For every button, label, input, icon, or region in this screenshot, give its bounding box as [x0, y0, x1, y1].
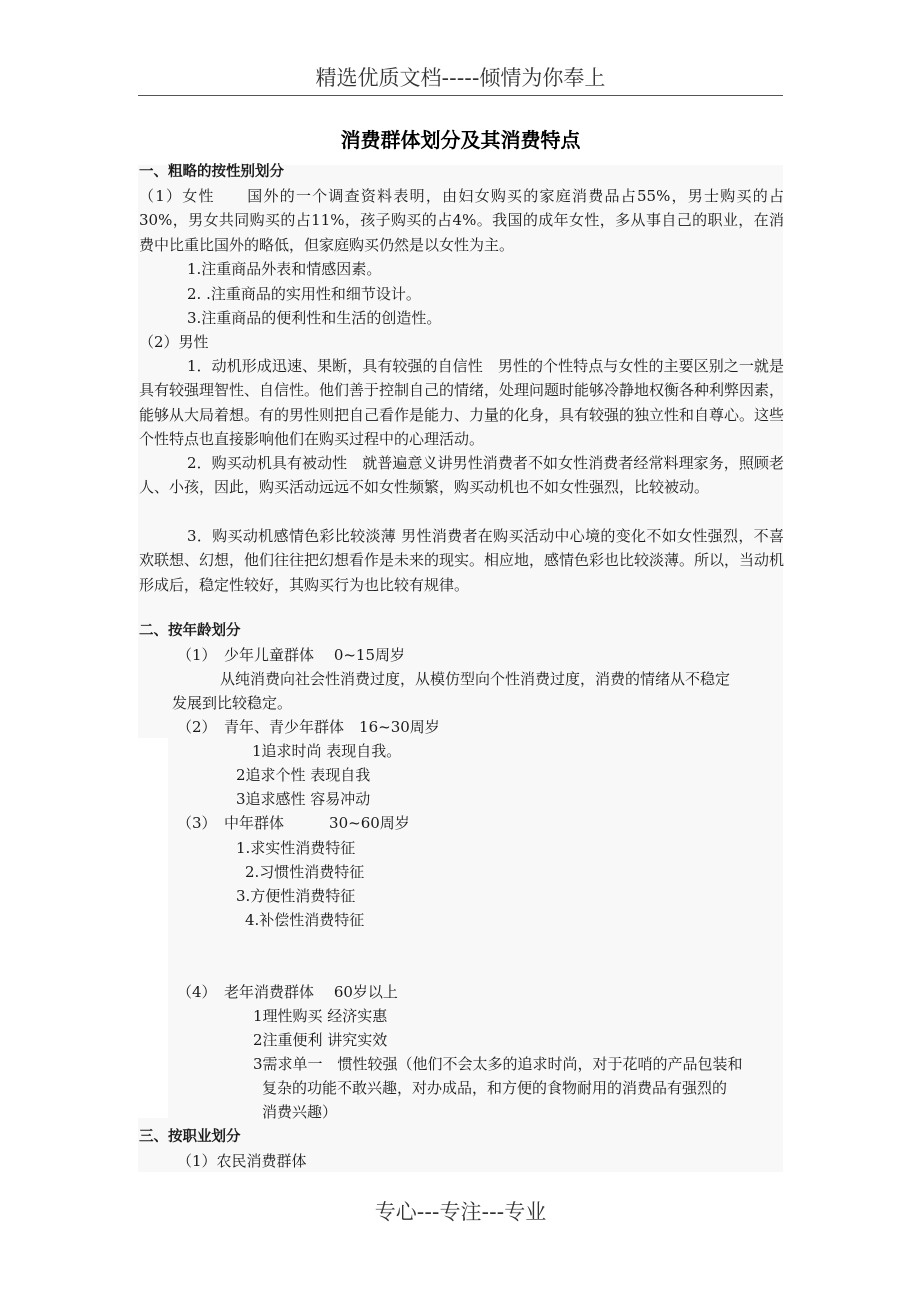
children-description-line-1: 从纯消费向社会性消费过度，从模仿型向个性消费过度，消费的情绪从不稳定	[220, 670, 731, 688]
male-label: （2）男性	[139, 333, 209, 351]
section-heading-age: 二、按年龄划分	[139, 623, 241, 639]
age-group-children: （1） 少年儿童群体 0~15周岁	[177, 646, 406, 664]
age-group-elderly: （4） 老年消费群体 60岁以上	[177, 983, 398, 1001]
elderly-trait-3-line-1: 3需求单一 惯性较强（他们不会太多的追求时尚，对于花哨的产品包装和	[253, 1055, 743, 1073]
age-group-youth: （2） 青年、青少年群体 16~30周岁	[177, 718, 440, 736]
elderly-trait-3-line-3: 消费兴趣）	[262, 1103, 338, 1121]
middle-trait-2: 2.习惯性消费特征	[245, 863, 365, 881]
elderly-trait-3-line-2: 复杂的功能不敢兴趣，对办成品，和方便的食物耐用的消费品有强烈的	[262, 1079, 728, 1097]
male-trait-paragraph-3: 3．购买动机感情色彩比较淡薄 男性消费者在购买活动中心境的变化不如女性强烈，不喜欢联想、幻想，他们往往把幻想看作是未来的现实。相应地，感情色彩也比较淡薄。所以，当动机形成后，稳定性较好，其购买行为也比较有规律。	[139, 527, 785, 594]
elderly-trait-1: 1理性购买 经济实惠	[253, 1007, 388, 1025]
page-header: 精选优质文档-----倾情为你奉上	[315, 66, 606, 90]
header-divider	[138, 95, 783, 96]
female-intro-paragraph: （1）女性 国外的一个调查资料表明，由妇女购买的家庭消费品占55%，男士购买的占30%，男女共同购买的占11%，孩子购买的占4%。我国的成年女性，多从事自己的职业，在消费中比重比国外的略低，但家庭购买仍然是以女性为主。	[139, 187, 784, 254]
content-background-gap	[138, 738, 168, 1118]
youth-trait-2: 2追求个性 表现自我	[236, 766, 371, 784]
middle-trait-1: 1.求实性消费特征	[236, 839, 356, 857]
children-description-line-2: 发展到比较稳定。	[172, 694, 293, 712]
female-trait-3: 3.注重商品的便利性和生活的创造性。	[187, 309, 442, 327]
middle-trait-3: 3.方便性消费特征	[236, 887, 356, 905]
male-trait-paragraph-2: 2．购买动机具有被动性 就普遍意义讲男性消费者不如女性消费者经常料理家务，照顾老人、小孩，因此，购买活动远远不如女性频繁，购买动机也不如女性强烈，比较被动。	[139, 454, 784, 497]
elderly-trait-2: 2注重便利 讲究实效	[253, 1031, 388, 1049]
document-title: 消费群体划分及其消费特点	[340, 128, 581, 152]
female-trait-2: 2. .注重商品的实用性和细节设计。	[187, 285, 421, 303]
youth-trait-3: 3追求感性 容易冲动	[236, 790, 371, 808]
youth-trait-1: 1追求时尚 表现自我。	[252, 742, 402, 760]
female-trait-1: 1.注重商品外表和情感因素。	[187, 260, 382, 278]
section-heading-occupation: 三、按职业划分	[139, 1129, 241, 1145]
page-footer: 专心---专注---专业	[374, 1200, 547, 1224]
occupation-group-farmers: （1）农民消费群体	[177, 1152, 307, 1170]
section-heading-gender: 一、粗略的按性别划分	[139, 164, 284, 180]
male-trait-paragraph-1: 1．动机形成迅速、果断，具有较强的自信性 男性的个性特点与女性的主要区别之一就是具有较强理智性、自信性。他们善于控制自己的情绪，处理问题时能够冷静地权衡各种利弊因素，能够从大局着想。有的男性则把自己看作是能力、力量的化身，具有较强的独立性和自尊心。这些个性特点也直接影响他们在购买过程中的心理活动。	[139, 357, 785, 448]
middle-trait-4: 4.补偿性消费特征	[245, 911, 365, 929]
age-group-middle: （3） 中年群体 30~60周岁	[177, 814, 410, 832]
